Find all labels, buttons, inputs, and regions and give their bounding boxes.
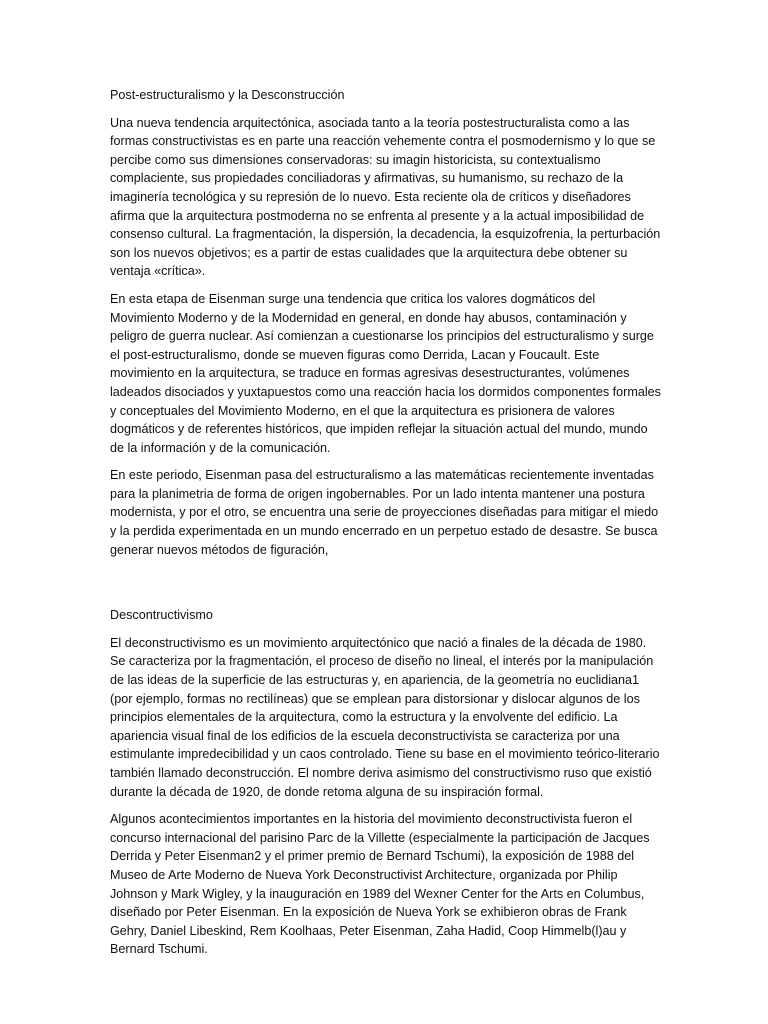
paragraph: Algunos acontecimientos importantes en la historia del movimiento deconstructivista fueron el concurso internacional del parisino Parc de la Villette (especialmente la participación de Jacques Derrida y Peter Eisenman2 y el primer premio de Bernard Tschumi), la exposición de 1988 del Museo de Arte Moderno de Nueva York Deconstructivist Architecture, organizada por Philip Johnson y Mark Wigley, y la inauguración en 1989 del Wexner Center for the Arts en Columbus, diseñado por Peter Eisenman. En la exposición de Nueva York se exhibieron obras de Frank Gehry, Daniel Libeskind, Rem Koolhaas, Peter Eisenman, Zaha Hadid, Coop Himmelb(l)au y Bernard Tschumi. (110, 812, 650, 957)
document-page (110, 86, 662, 968)
section-heading: Post-estructuralismo y la Desconstrucción (110, 88, 345, 102)
paragraph: Una nueva tendencia arquitectónica, asociada tanto a la teoría postestructuralista como a las formas constructivistas es en parte una reacción vehemente contra el posmodernismo y lo que se percibe como sus dimensiones conservadoras: su imagin historicista, su contextualismo complaciente, sus propiedades conciliadoras y afirmativas, su humanismo, su rechazo de la imaginería tecnológica y su represión de lo nuevo. Esta reciente ola de críticos y diseñadores afirma que la arquitectura postmoderna no se enfrenta al presente y a la actual imposibilidad de consenso cultural. La fragmentación, la dispersión, la decadencia, la esquizofrenia, la perturbación son los nuevos objetivos; es a partir de estas cualidades que la arquitectura debe obtener su ventaja «crítica». (110, 115, 661, 279)
section-descontructivismo (110, 606, 662, 959)
paragraph: En este periodo, Eisenman pasa del estructuralismo a las matemáticas recientemente inventadas para la planimetria de forma de origen ingobernables. Por un lado intenta mantener una postura modernista, y por el otro, se encuentra una serie de proyecciones diseñadas para mitigar el miedo y la perdida experimentada en un mundo encerrado en un perpetuo estado de desastre. Se busca generar nuevos métodos de figuración, (110, 468, 659, 557)
section-post-estructuralismo (110, 86, 662, 559)
paragraph: En esta etapa de Eisenman surge una tendencia que critica los valores dogmáticos del Movimiento Moderno y de la Modernidad en general, en donde hay abusos, contaminación y peligro de guerra nuclear. Así comienzan a cuestionarse los principios del estructuralismo y surge el post-estructuralismo, donde se mueven figuras como Derrida, Lacan y Foucault. Este movimiento en la arquitectura, se traduce en formas agresivas desestructurantes, volúmenes ladeados disociados y yuxtapuestos como una reacción hacia los dormidos componentes formales y conceptuales del Movimiento Moderno, en el que la arquitectura es prisionera de valores dogmáticos y de referentes históricos, que impiden reflejar la situación actual del mundo, mundo de la información y de la comunicación. (110, 291, 661, 455)
section-heading: Descontructivismo (110, 608, 213, 623)
paragraph: El deconstructivismo es un movimiento arquitectónico que nació a finales de la década de 1980. Se caracteriza por la fragmentación, el proceso de diseño no lineal, el interés por la manipulación de las ideas de la superficie de las estructuras y, en apariencia, de la geometría no euclidiana1 (por ejemplo, formas no rectilíneas) que se emplean para distorsionar y dislocar algunos de los principios elementales de la arquitectura, como la estructura y la envolvente del edificio. La apariencia visual final de los edificios de la escuela deconstructivista se caracteriza por una estimulante impredecibilidad y un caos controlado. Tiene su base en el movimiento teórico-literario también llamado deconstrucción. El nombre deriva asimismo del constructivismo ruso que existió durante la década de 1920, de donde retoma alguna de su inspiración formal. (110, 635, 660, 799)
section-spacer (110, 568, 662, 606)
